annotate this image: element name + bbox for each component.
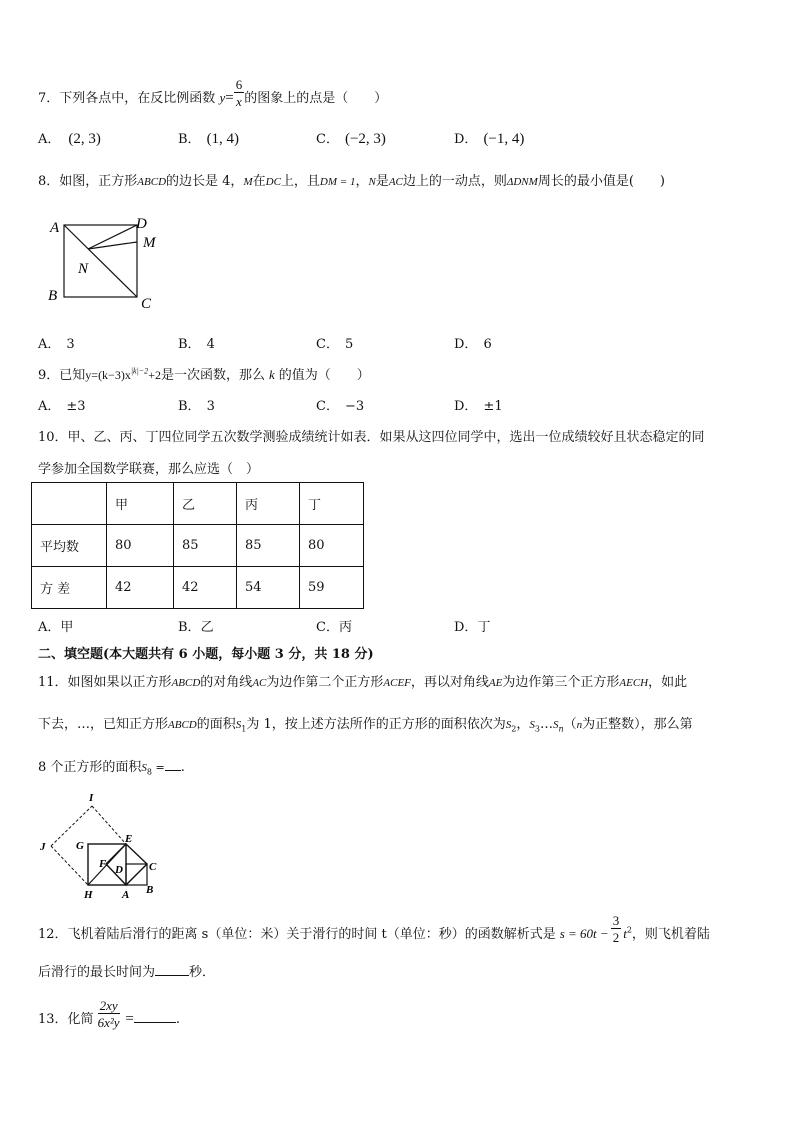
table-cell: 85: [174, 525, 237, 567]
fraction-6-over-x: $\frac{6}{x}$: [235, 76, 243, 109]
label-j: J: [40, 841, 46, 853]
label-m: M: [143, 235, 156, 251]
table-row: [32, 567, 364, 609]
question-11-line1: 11．如图如果以正方形ABCD的对角线AC为边作第二个正方形ACEF，再以对角线AE为边作第三个正方形AECH，如此: [38, 675, 688, 690]
label-n: N: [78, 261, 89, 277]
table-cell: 平均数: [32, 525, 107, 567]
table-cell: 42: [107, 567, 174, 609]
table-cell: [32, 483, 107, 525]
q8-option-a[interactable]: A． 3: [38, 337, 75, 352]
label-c: C: [141, 296, 152, 312]
q10-option-d[interactable]: D．丁: [454, 620, 491, 635]
question-12-line1: 12．飞机着陆后滑行的距离 s（单位：米）关于滑行的时间 t（单位：秒）的函数解析式是 s = 60t − $\frac{3}{2}$ $t^2$，则飞机着陆: [38, 912, 710, 945]
table-row: [32, 525, 364, 567]
question-13-stem: 13．化简 $\frac{2xy}{\text{6x²y}}$ = .: [38, 997, 180, 1030]
table-cell: 85: [237, 525, 300, 567]
label-h: H: [84, 889, 93, 901]
q8-option-d[interactable]: D． 6: [454, 337, 492, 352]
q9-option-d[interactable]: D． ±1: [454, 399, 503, 414]
table-cell: 80: [107, 525, 174, 567]
table-cell: 方 差: [32, 567, 107, 609]
q10-option-b[interactable]: B．乙: [178, 620, 214, 635]
q8-square-figure: [42, 212, 172, 312]
q10-option-a[interactable]: A．甲: [38, 620, 74, 635]
dashed-ie: [92, 806, 126, 844]
label-a-small: A: [122, 889, 130, 901]
table-header-row: [32, 483, 364, 525]
question-11-line2: 下去，…，已知正方形ABCD的面积$S_1$为 1，按上述方法所作的正方形的面积依次为$S_2$，$S_3\dots S_n(n$为正整数），那么第: [38, 717, 693, 734]
q11-squares-figure: [38, 790, 168, 905]
label-a: A: [50, 220, 60, 236]
table-cell: 59: [300, 567, 364, 609]
q9-option-b[interactable]: B． 3: [178, 399, 215, 414]
label-b-small: B: [146, 884, 154, 896]
question-10-line2: 学参加全国数学联赛，那么应选（ ）: [38, 462, 260, 477]
label-d-small: D: [115, 864, 123, 876]
table-cell: 乙: [174, 483, 237, 525]
q9-option-c[interactable]: C． −3: [316, 399, 365, 414]
q10-option-c[interactable]: C．丙: [316, 620, 352, 635]
q7-option-a[interactable]: A． (2, 3): [38, 131, 101, 147]
table-cell: 丙: [237, 483, 300, 525]
q7-option-b[interactable]: B． (1, 4): [178, 131, 240, 147]
q8-option-c[interactable]: C． 5: [316, 337, 354, 352]
question-9-stem: 9．已知$y=(k-3)x^{|k|-2}+2$是一次函数，那么 k 的值为（ ）: [38, 366, 370, 383]
answer-blank[interactable]: [165, 758, 181, 771]
fraction-2xy-over-6x2y: $\frac{2xy}{\text{6x²y}}$: [97, 997, 120, 1030]
label-i: I: [89, 792, 94, 804]
label-c-small: C: [149, 861, 157, 873]
answer-blank[interactable]: [155, 963, 189, 976]
question-8-stem: 8．如图，正方形ABCD的边长是 4，M在DC上，且DM = 1，N是AC边上的一动点，则ΔDNM周长的最小值是( ): [38, 174, 665, 189]
label-d: D: [136, 216, 147, 232]
q7-option-d[interactable]: D． (−1, 4): [454, 131, 525, 147]
label-e: E: [125, 833, 133, 845]
dashed-ji: [51, 806, 92, 846]
label-g: G: [76, 840, 84, 852]
table-cell: 丁: [300, 483, 364, 525]
answer-blank[interactable]: [134, 1010, 176, 1023]
section-heading-fill-in: 二、填空题(本大题共有 6 小题，每小题 3 分，共 18 分): [38, 647, 374, 662]
question-7-stem: 7．下列各点中，在反比例函数 y= $\frac{6}{x}$ 的图象上的点是（ ）: [38, 76, 388, 109]
question-11-line3: 8 个正方形的面积$S_8$ = .: [38, 760, 185, 777]
label-b: B: [48, 288, 58, 304]
table-cell: 甲: [107, 483, 174, 525]
q8-option-b[interactable]: B． 4: [178, 337, 215, 352]
q7-option-c[interactable]: C． (−2, 3): [316, 131, 386, 147]
fraction-3-over-2: $\frac{3}{2}$: [612, 912, 620, 945]
score-table: [31, 482, 364, 609]
table-cell: 80: [300, 525, 364, 567]
table-cell: 42: [174, 567, 237, 609]
question-12-line2: 后滑行的最长时间为 秒．: [38, 965, 216, 980]
q9-option-a[interactable]: A． ±3: [38, 399, 86, 414]
diagonal-ac: [64, 225, 137, 297]
question-10-line1: 10．甲、乙、丙、丁四位同学五次数学测验成绩统计如表．如果从这四位同学中，选出一位成绩较好且状态稳定的同: [38, 430, 705, 445]
table-cell: 54: [237, 567, 300, 609]
label-f: F: [99, 858, 107, 870]
